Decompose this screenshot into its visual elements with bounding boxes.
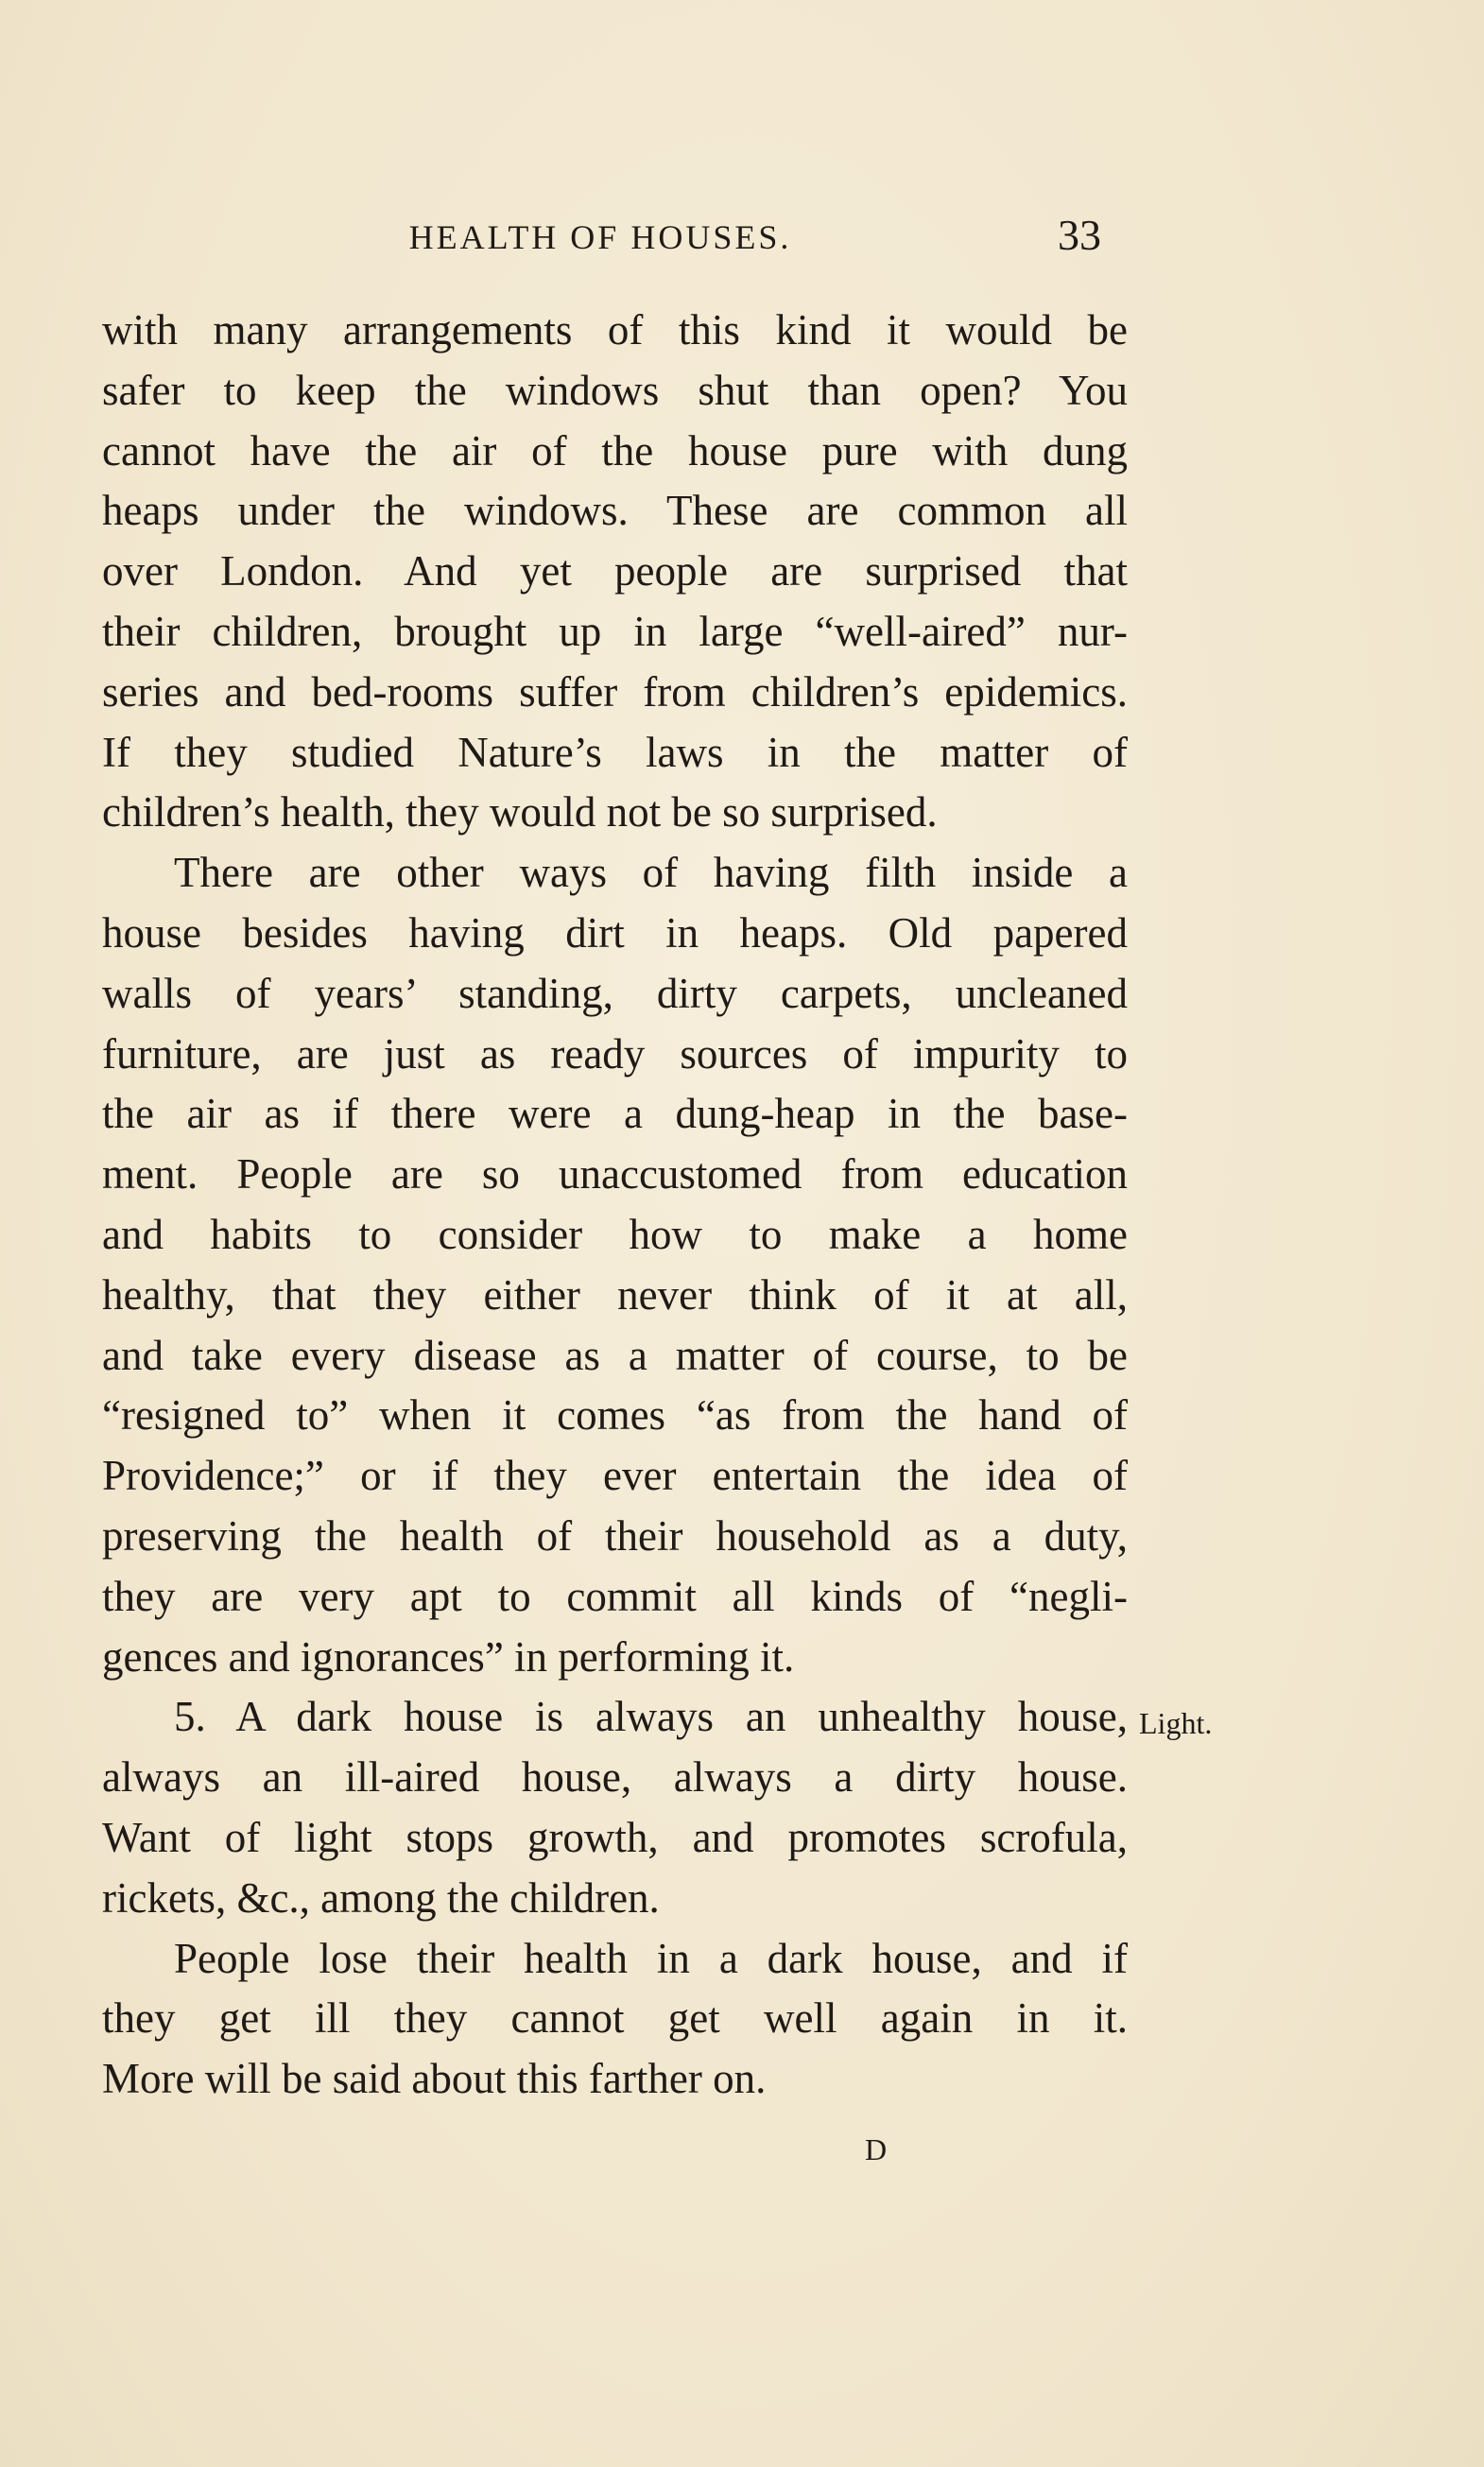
text-line: There are other ways of having filth inside a <box>174 849 1128 897</box>
text-line: healthy, that they either never think of it at all, <box>102 1270 1128 1319</box>
text-line: furniture, are just as ready sources of impurity to <box>102 1029 1128 1078</box>
page-number: 33 <box>1058 211 1101 259</box>
text-line: ment. People are so unaccustomed from education <box>102 1150 1128 1199</box>
text-line: safer to keep the windows shut than open? You <box>102 366 1128 414</box>
text-line: Want of light stops growth, and promotes scrofula, <box>102 1813 1128 1861</box>
running-title: HEALTH OF HOUSES. <box>408 218 792 256</box>
text-line: People lose their health in a dark house, and if <box>174 1934 1128 1982</box>
text-line: walls of years’ standing, dirty carpets, uncleaned <box>102 969 1128 1017</box>
text-line: “resigned to” when it comes “as from the hand of <box>102 1391 1128 1440</box>
text-line: Providence;” or if they ever entertain the idea of <box>102 1452 1128 1500</box>
text-line: gences and ignorances” in performing it. <box>102 1632 795 1681</box>
text-line: rickets, &c., among the children. <box>102 1873 660 1922</box>
text-line: cannot have the air of the house pure with dung <box>102 426 1128 474</box>
signature-mark: D <box>865 2132 889 2166</box>
text-line: their children, brought up in large “well-aired” nur- <box>102 607 1128 655</box>
text-line: More will be said about this farther on. <box>102 2055 767 2103</box>
text-line: over London. And yet people are surprised that <box>102 547 1128 595</box>
text-line: and habits to consider how to make a home <box>102 1210 1128 1258</box>
text-line: children’s health, they would not be so surprised. <box>102 788 938 837</box>
text-line: they get ill they cannot get well again in it. <box>102 1994 1128 2043</box>
text-line: 5. A dark house is always an unhealthy house, <box>174 1693 1128 1741</box>
text-line: If they studied Nature’s laws in the matter of <box>102 728 1128 776</box>
text-line: house besides having dirt in heaps. Old papered <box>102 908 1128 957</box>
text-line: always an ill-aired house, always a dirty house. <box>102 1753 1128 1802</box>
text-line: with many arrangements of this kind it would be <box>102 306 1128 354</box>
running-head <box>104 210 1101 267</box>
marginal-note: Light. <box>1139 1706 1213 1740</box>
text-line: and take every disease as a matter of course, to be <box>102 1331 1128 1379</box>
text-line: the air as if there were a dung-heap in the base- <box>102 1090 1128 1138</box>
text-line: series and bed-rooms suffer from children’s epidemics. <box>102 667 1128 716</box>
text-line: they are very apt to commit all kinds of “negli- <box>102 1572 1128 1620</box>
text-line: preserving the health of their household as a duty, <box>102 1511 1128 1560</box>
body-text <box>102 301 1128 2110</box>
text-line: heaps under the windows. These are common all <box>102 487 1128 535</box>
